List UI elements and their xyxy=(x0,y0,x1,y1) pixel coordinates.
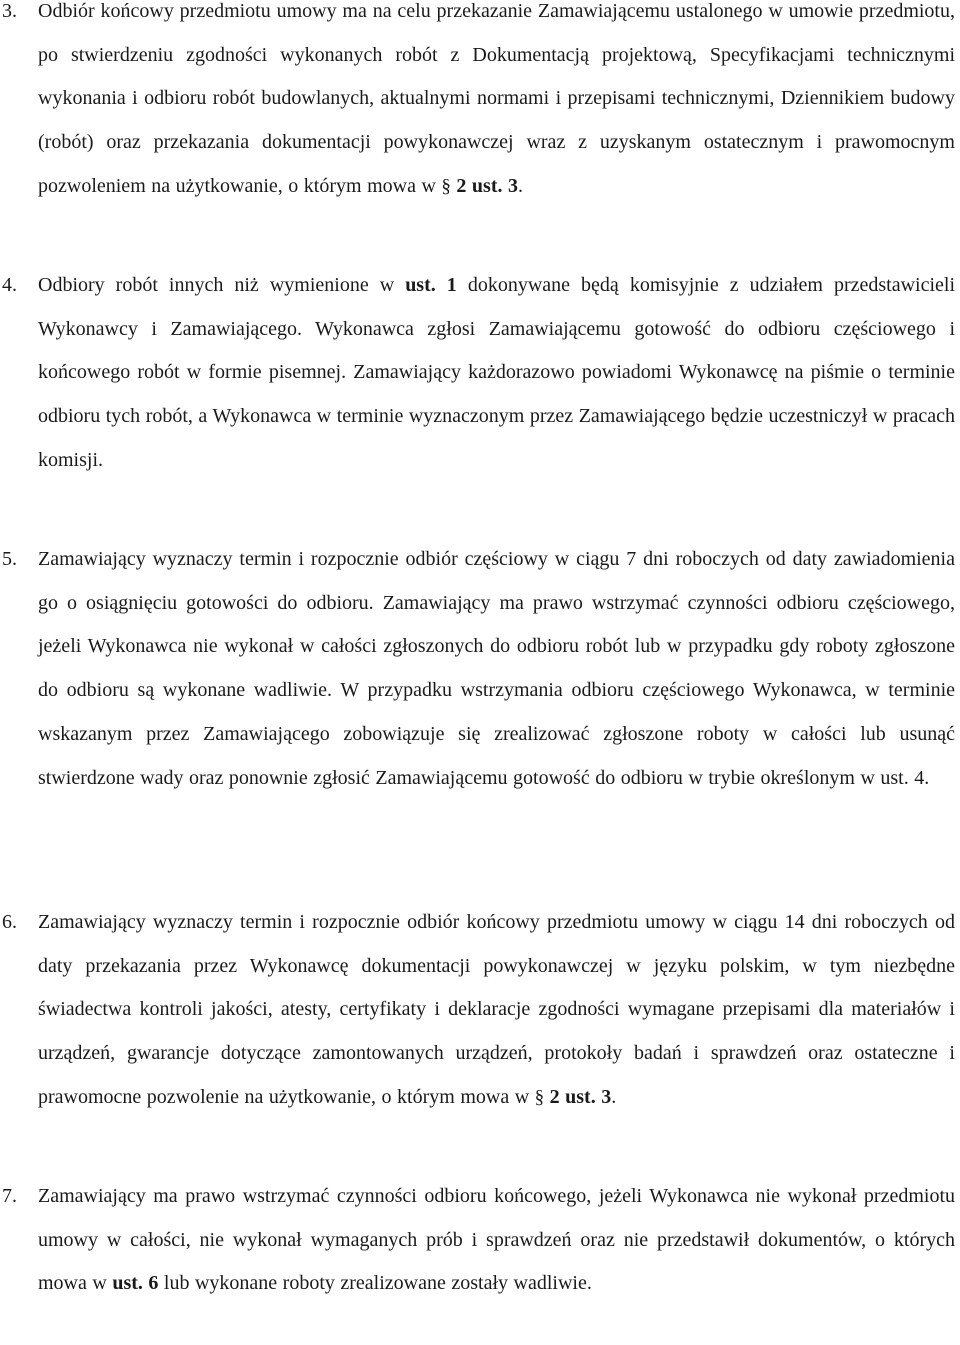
paragraph-text xyxy=(38,901,955,1120)
reference-bold: ust. xyxy=(405,274,436,296)
text-run: Zamawiający wyznaczy termin i rozpocznie odbiór częściowy w ciągu 7 dni roboczych od daty zawiadomienia go o osiągnięciu gotowości do odbioru. Zamawiający ma prawo wstrzymać czynności odbioru częściowego, jeżeli Wykonawca nie wykonał w całości zgłoszonych do odbioru robót lub w przypadku gdy roboty zgłoszone do odbioru są wykonane wadliwie. W przypadku wstrzymania odbioru częściowego Wykonawca, w terminie wskazanym przez Zamawiającego zobowiązuje się zrealizować zgłoszone roboty w całości lub usunąć stwierdzone wady oraz ponownie zgłosić Zamawiającemu gotowość do odbioru w trybie określonym w ust. 4. xyxy=(38,548,955,789)
text-run: Odbiory robót innych niż wymienione w xyxy=(38,274,406,296)
paragraph-number: 6. xyxy=(2,911,17,933)
paragraph-6 xyxy=(0,901,955,1120)
paragraph-4 xyxy=(0,264,955,483)
paragraph-7 xyxy=(0,1175,955,1306)
paragraph-number: 5. xyxy=(2,548,17,570)
text-run: lub wykonane roboty zrealizowane zostały wadliwie. xyxy=(158,1272,592,1295)
text-run: . xyxy=(611,1085,617,1108)
text-run xyxy=(436,274,447,296)
paragraph-number: 7. xyxy=(2,1185,17,1207)
paragraph-text xyxy=(38,1175,955,1306)
text-run: Zamawiający wyznaczy termin i rozpocznie odbiór końcowy przedmiotu umowy w ciągu 14 dni roboczych od daty przekazania przez Wykonawcę dokumentacji powykonawczej w języku polskim, w tym niezbędne świadectwa kontroli jakości, atesty, certyfikaty i deklaracje zgodności wymagane przepisami dla materiałów i urządzeń, gwarancje dotyczące zamontowanych urządzeń, protokoły badań i sprawdzeń oraz ostateczne i prawomocne pozwolenie na użytkowanie, o którym mowa w xyxy=(38,911,955,1108)
reference-bold: ust. 6 xyxy=(112,1272,159,1295)
section-sign: § xyxy=(441,175,451,197)
text-run: dokonywane będą komisyjnie z udziałem przedstawicieli Wykonawcy i Zamawiającego. Wykonawca zgłosi Zamawiającemu gotowość do odbioru częściowego i końcowego robót w formie pisemnej. Zamawiający każdorazowo powiadomi Wykonawcę na piśmie o terminie odbioru tych robót, a Wykonawca w terminie wyznaczonym przez Zamawiającego będzie uczestniczył w pracach komisji. xyxy=(38,274,955,471)
section-sign: § xyxy=(534,1086,545,1108)
reference-bold: 1 xyxy=(446,274,457,296)
paragraph-number: 4. xyxy=(2,274,17,296)
paragraph-text xyxy=(38,538,955,800)
paragraph-5 xyxy=(0,538,955,800)
paragraph-text xyxy=(38,0,955,209)
text-run: . xyxy=(517,174,523,197)
reference-bold: 2 ust. 3 xyxy=(544,1085,612,1108)
text-run: Odbiór końcowy przedmiotu umowy ma na celu przekazanie Zamawiającemu ustalonego w umowie przedmiotu, po stwierdzeniu zgodności wykonanych robót z Dokumentacją projektową, Specyfikacjami technicznymi wykonania i odbioru robót budowlanych, aktualnymi normami i przepisami technicznymi, Dziennikiem budowy (robót) oraz przekazania dokumentacji powykonawczej wraz z uzyskanym ostatecznym i prawomocnym pozwoleniem na użytkowanie, o którym mowa w xyxy=(38,0,955,197)
paragraph-3 xyxy=(0,0,955,209)
paragraph-text xyxy=(38,264,955,483)
reference-bold: 2 ust. 3 xyxy=(450,174,518,197)
paragraph-number: 3. xyxy=(2,0,17,22)
text-run: Zamawiający ma prawo wstrzymać czynności odbioru końcowego, jeżeli Wykonawca nie wykonał przedmiotu umowy w całości, nie wykonał wymaganych prób i sprawdzeń oraz nie przedstawił dokumentów, o których mowa w xyxy=(38,1185,955,1295)
